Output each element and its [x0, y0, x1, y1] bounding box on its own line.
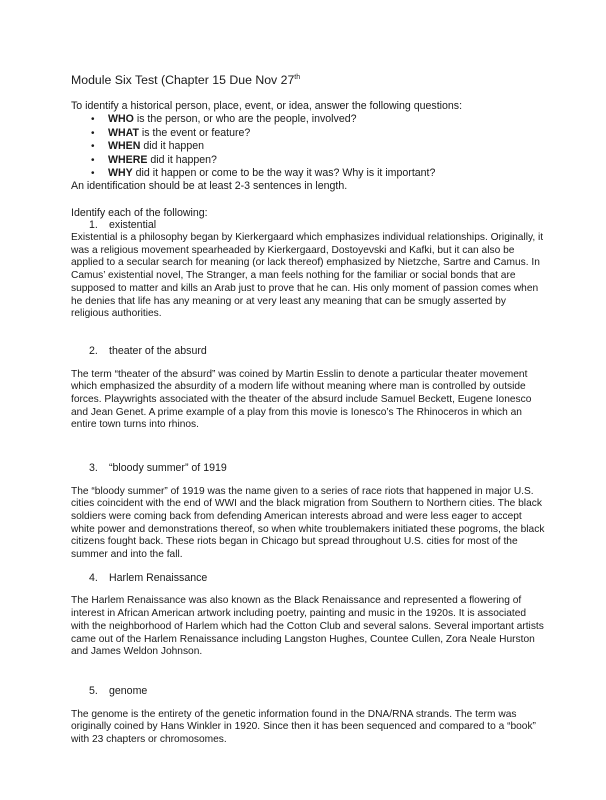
item-5-heading	[89, 685, 546, 698]
criteria-text: did it happen or come to be the way it was? Why is it important?	[132, 167, 436, 180]
spacer	[71, 194, 546, 207]
title-superscript: th	[294, 74, 301, 81]
item-number: 5.	[89, 684, 98, 697]
criteria-keyword: WHAT	[108, 126, 139, 139]
title-text: Module Six Test (Chapter 15 Due Nov 27	[71, 73, 295, 87]
criteria-keyword: WHY	[108, 167, 133, 180]
item-3-answer: The “bloody summer” of 1919 was the name given to a series of race riots that happened in major U.S. cities coincident with the end of WWI and the black migration from Southern to Northern cities. The black soldiers were coming back from defending American interests abroad and were less eager to accept white power and demonstrations thereof, so when white troublemakers initiated these pogroms, the black citizens fought back. These riots began in Chicago but spread throughout U.S. cities for most of the summer and into the fall.	[71, 485, 545, 561]
criteria-item-who	[91, 113, 546, 126]
item-number: 4.	[89, 571, 98, 584]
bullet-icon: •	[91, 127, 95, 139]
criteria-item-where	[91, 154, 546, 167]
document-title	[71, 73, 546, 88]
item-4-answer: The Harlem Renaissance was also known as the Black Renaissance and represented a flowering of interest in African American artwork including poetry, painting and music in the 1920s. It is associated with the neighborhood of Harlem which had the Cotton Club and several salons. Several important artists came out of the Harlem Renaissance including Langston Hughes, Countee Cullen, Zora Neale Hurston and James Weldon Johnson.	[71, 595, 544, 658]
item-term: Harlem Renaissance	[109, 571, 208, 584]
identify-heading: Identify each of the following:	[71, 206, 208, 219]
criteria-text: did it happen?	[147, 153, 217, 166]
item-term: genome	[109, 684, 148, 697]
bullet-icon: •	[91, 154, 95, 166]
bullet-icon: •	[91, 141, 95, 153]
criteria-item-when	[91, 140, 546, 153]
criteria-keyword: WHO	[108, 113, 134, 126]
criteria-keyword: WHERE	[108, 153, 148, 166]
item-1-heading	[89, 219, 546, 232]
item-3-heading	[89, 462, 546, 475]
intro-text: To identify a historical person, place, event, or idea, answer the following questions:	[71, 100, 463, 112]
length-note: An identification should be at least 2-3 sentences in length.	[71, 180, 348, 193]
criteria-list	[71, 113, 546, 180]
bullet-icon: •	[91, 168, 95, 180]
criteria-text: is the person, or who are the people, involved?	[133, 113, 357, 126]
item-term: existential	[109, 219, 157, 232]
item-term: “bloody summer” of 1919	[109, 462, 227, 475]
item-term: theater of the absurd	[109, 344, 207, 357]
item-4-heading	[89, 572, 546, 585]
item-number: 2.	[89, 344, 98, 357]
criteria-keyword: WHEN	[108, 140, 141, 153]
item-5-answer: The genome is the entirety of the genetic information found in the DNA/RNA strands. The term was originally coined by Hans Winkler in 1920. Since then it has been sequenced and compared to a “book” with 23 chapters or chromosomes.	[71, 708, 536, 745]
item-2-heading	[89, 345, 546, 358]
criteria-text: is the event or feature?	[138, 126, 251, 139]
criteria-item-why	[91, 167, 546, 180]
item-1-answer: Existential is a philosophy began by Kierkergaard which emphasizes individual relationships. Originally, it was a religious movement spearheaded by Kierkergaard, Dostoyevski and Kafki, but it can also be applied to a secular search for meaning (or lack thereof) emphasized by Nietzche, Sartre and Camus. In Camus’ existential novel, The Stranger, a man feels nothing for the familiar or social bonds that are supposed to matter and kills an Arab just to prove that he can. His only moment of passion comes when he denies that life has any meaning or at very least any meaning that can be smugly asserted by religious authorities.	[71, 232, 544, 320]
criteria-item-what	[91, 127, 546, 140]
item-number: 1.	[89, 219, 98, 232]
criteria-text: did it happen	[140, 140, 204, 153]
item-2-answer: The term “theater of the absurd” was coined by Martin Esslin to denote a particular theater movement which emphasized the absurdity of a modern life without meaning where man is controlled by outside forces. Playwrights associated with the theater of the absurd include Samuel Beckett, Eugene Ionesco and Jean Genet. A prime example of a play from this movie is Ionesco’s The Rhinoceros in which an entire town turns into rhinos.	[71, 368, 532, 431]
item-number: 3.	[89, 462, 98, 475]
bullet-icon: •	[91, 114, 95, 126]
